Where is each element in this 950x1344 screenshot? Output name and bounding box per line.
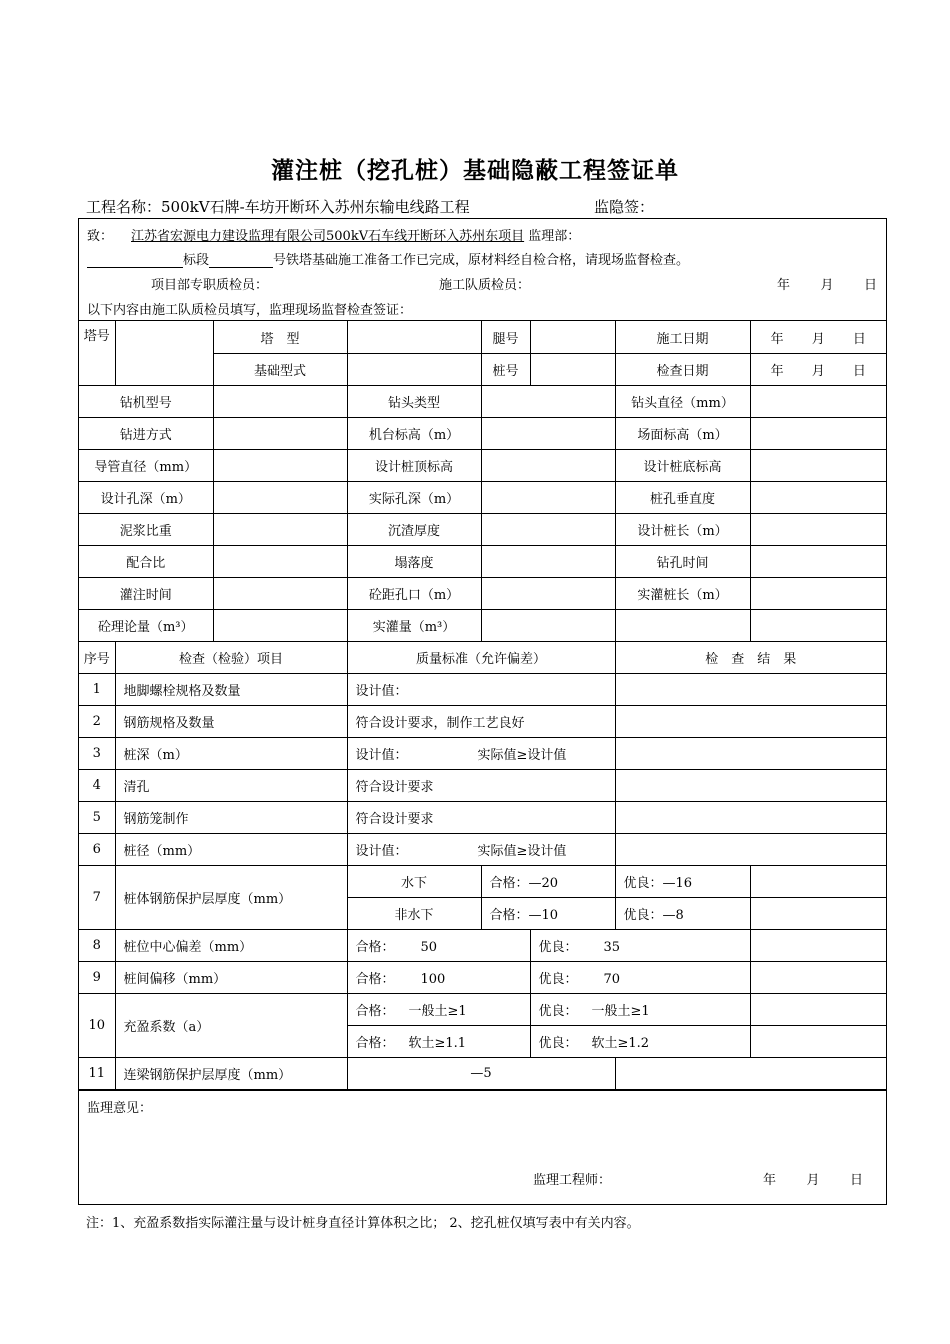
- param-label: 实灌量（m³）: [347, 610, 481, 642]
- check-no: 9: [79, 962, 115, 994]
- tower-row-1: [79, 321, 886, 354]
- check-item: 充盈系数（a）: [115, 994, 347, 1058]
- param-label: 灌注时间: [79, 578, 213, 610]
- check-result[interactable]: [750, 930, 886, 962]
- offset-pass: 合格： 50: [347, 930, 530, 962]
- check-result[interactable]: [615, 738, 886, 770]
- shift-good: 优良： 70: [530, 962, 750, 994]
- param-value[interactable]: [481, 578, 615, 610]
- check-standard: —5: [347, 1058, 615, 1090]
- check-row: [79, 994, 886, 1026]
- inspection-table: [79, 321, 886, 1090]
- param-row: [79, 610, 886, 642]
- check-item: 桩深（m）: [115, 738, 347, 770]
- check-standard: 设计值：: [347, 674, 615, 706]
- param-label: 配合比: [79, 546, 213, 578]
- param-label: 设计桩顶标高: [347, 450, 481, 482]
- param-label: 实灌桩长（m）: [615, 578, 750, 610]
- seq-header: 序号: [79, 642, 115, 674]
- param-value[interactable]: [481, 514, 615, 546]
- check-no: 2: [79, 706, 115, 738]
- header-block: [79, 219, 886, 321]
- param-label: 导管直径（mm）: [79, 450, 213, 482]
- param-row: [79, 482, 886, 514]
- param-value[interactable]: [750, 450, 886, 482]
- notice-line: [87, 249, 689, 268]
- to-label: 致：: [87, 229, 114, 244]
- fill-coef-good-a: 优良： 一般土≥1: [530, 994, 750, 1026]
- param-value[interactable]: [481, 546, 615, 578]
- check-row: [79, 962, 886, 994]
- param-value[interactable]: [481, 610, 615, 642]
- page-title: 灌注桩（挖孔桩）基础隐蔽工程签证单: [271, 158, 679, 184]
- param-value[interactable]: [481, 418, 615, 450]
- check-row: [79, 706, 886, 738]
- pm-inspector-label: 项目部专职质检员：: [151, 278, 269, 293]
- to-suffix: 监理部：: [528, 229, 581, 244]
- check-item: 桩间偏移（mm）: [115, 962, 347, 994]
- pile-no-label: 桩号: [481, 354, 530, 386]
- check-item: 连梁钢筋保护层厚度（mm）: [115, 1058, 347, 1090]
- check-item: 钢筋笼制作: [115, 802, 347, 834]
- offset-good: 优良： 35: [530, 930, 750, 962]
- check-item: 清孔: [115, 770, 347, 802]
- inspection-date: [777, 274, 877, 293]
- supervision-sign-label: 监隐签：: [594, 198, 655, 216]
- leg-no-value[interactable]: [530, 321, 615, 354]
- param-label: 机台标高（m）: [347, 418, 481, 450]
- param-label: 砼距孔口（m）: [347, 578, 481, 610]
- param-row: [79, 418, 886, 450]
- check-standard: 设计值： 实际值≥设计值: [347, 738, 615, 770]
- check-result[interactable]: [750, 962, 886, 994]
- month-label: 月: [806, 1173, 820, 1188]
- check-standard: 设计值： 实际值≥设计值: [347, 834, 615, 866]
- check-item: 桩体钢筋保护层厚度（mm）: [115, 866, 347, 930]
- construction-date-label: 施工日期: [615, 321, 750, 354]
- param-value[interactable]: [481, 450, 615, 482]
- check-item: 钢筋规格及数量: [115, 706, 347, 738]
- fill-coef-pass-a: 合格： 一般土≥1: [347, 994, 530, 1026]
- check-result[interactable]: [750, 994, 886, 1026]
- shift-pass: 合格： 100: [347, 962, 530, 994]
- standard-header: 质量标准（允许偏差）: [347, 642, 615, 674]
- addressee-line: [87, 225, 580, 244]
- check-result[interactable]: [615, 770, 886, 802]
- result-header: 检 查 结 果: [615, 642, 886, 674]
- param-label: 钻孔时间: [615, 546, 750, 578]
- param-value[interactable]: [750, 610, 886, 642]
- cover-dry-pass: 合格：—10: [481, 898, 615, 930]
- param-label: 泥浆比重: [79, 514, 213, 546]
- param-value[interactable]: [213, 418, 347, 450]
- check-no: 5: [79, 802, 115, 834]
- param-row: [79, 578, 886, 610]
- supervision-opinion[interactable]: [79, 1090, 886, 1199]
- cover-dry-good: 优良：—8: [615, 898, 750, 930]
- check-row: [79, 1058, 886, 1090]
- engineer-label: 监理工程师：: [533, 1173, 612, 1188]
- section-blank[interactable]: [87, 253, 183, 268]
- check-no: 8: [79, 930, 115, 962]
- check-row: [79, 930, 886, 962]
- tower-type-label: 塔 型: [213, 321, 347, 354]
- param-value[interactable]: [750, 578, 886, 610]
- check-result[interactable]: [750, 898, 886, 930]
- construction-date-value[interactable]: 年 月 日: [750, 321, 886, 354]
- param-value[interactable]: [213, 386, 347, 418]
- check-row: [79, 866, 886, 898]
- check-no: 3: [79, 738, 115, 770]
- param-label: 设计桩长（m）: [615, 514, 750, 546]
- cover-underwater-pass: 合格：—20: [481, 866, 615, 898]
- project-name-label: 工程名称：: [86, 198, 162, 216]
- cover-underwater-good: 优良：—16: [615, 866, 750, 898]
- check-result[interactable]: [750, 866, 886, 898]
- supervisor-company[interactable]: 江苏省宏源电力建设监理有限公司500kV石车线开断环入苏州东项目: [131, 229, 525, 244]
- param-label: 设计桩底标高: [615, 450, 750, 482]
- param-value[interactable]: [481, 482, 615, 514]
- param-label: 钻头类型: [347, 386, 481, 418]
- check-date-value[interactable]: 年 月 日: [750, 354, 886, 386]
- param-value[interactable]: [213, 514, 347, 546]
- check-date-label: 检查日期: [615, 354, 750, 386]
- param-label: 钻机型号: [79, 386, 213, 418]
- check-no: 10: [79, 994, 115, 1058]
- check-standard: 符合设计要求: [347, 802, 615, 834]
- param-value[interactable]: [750, 482, 886, 514]
- year-label: 年: [763, 1173, 777, 1188]
- param-label: 塌落度: [347, 546, 481, 578]
- check-result[interactable]: [615, 802, 886, 834]
- tower-no-value[interactable]: [115, 321, 213, 386]
- check-no: 6: [79, 834, 115, 866]
- check-row: [79, 738, 886, 770]
- param-label: [615, 610, 750, 642]
- check-result[interactable]: [615, 1058, 886, 1090]
- tower-type-value[interactable]: [347, 321, 481, 354]
- check-row: [79, 674, 886, 706]
- param-label: 实际孔深（m）: [347, 482, 481, 514]
- param-row: [79, 386, 886, 418]
- month-label: 月: [820, 278, 834, 293]
- param-label: 钻头直径（mm）: [615, 386, 750, 418]
- check-row: [79, 802, 886, 834]
- check-standard: 符合设计要求: [347, 770, 615, 802]
- check-result[interactable]: [615, 674, 886, 706]
- item-header: 检查（检验）项目: [115, 642, 347, 674]
- param-value[interactable]: [750, 386, 886, 418]
- check-row: [79, 834, 886, 866]
- certificate-form: [78, 218, 887, 1205]
- check-item: 桩径（mm）: [115, 834, 347, 866]
- check-standard: 符合设计要求，制作工艺良好: [347, 706, 615, 738]
- param-value[interactable]: [750, 546, 886, 578]
- check-no: 11: [79, 1058, 115, 1090]
- check-row: [79, 770, 886, 802]
- param-label: 钻进方式: [79, 418, 213, 450]
- check-no: 1: [79, 674, 115, 706]
- param-value[interactable]: [750, 514, 886, 546]
- foundation-type-label: 基础型式: [213, 354, 347, 386]
- opinion-label: 监理意见：: [87, 1101, 153, 1116]
- project-name-value: 500kV石牌-车坊开断环入苏州东输电线路工程: [161, 198, 470, 216]
- check-item: 地脚螺栓规格及数量: [115, 674, 347, 706]
- param-row: [79, 450, 886, 482]
- param-row: [79, 514, 886, 546]
- param-value[interactable]: [750, 418, 886, 450]
- param-label: 场面标高（m）: [615, 418, 750, 450]
- leg-no-label: 腿号: [481, 321, 530, 354]
- param-row: [79, 546, 886, 578]
- tower-no-label: 塔号: [79, 321, 115, 386]
- year-label: 年: [777, 278, 791, 293]
- param-label: 桩孔垂直度: [615, 482, 750, 514]
- cover-underwater-label: 水下: [347, 866, 481, 898]
- param-value[interactable]: [213, 578, 347, 610]
- check-no: 7: [79, 866, 115, 930]
- fill-instruction: 以下内容由施工队质检员填写，监理现场监督检查签证：: [87, 303, 413, 318]
- cover-dry-label: 非水下: [347, 898, 481, 930]
- param-value[interactable]: [213, 610, 347, 642]
- param-value[interactable]: [481, 386, 615, 418]
- param-label: 沉渣厚度: [347, 514, 481, 546]
- opinion-date: [763, 1169, 863, 1188]
- param-label: 设计孔深（m）: [79, 482, 213, 514]
- foundation-type-value[interactable]: [347, 354, 481, 386]
- tower-number-blank[interactable]: [209, 253, 273, 268]
- day-label: 日: [849, 1173, 863, 1188]
- project-line: [86, 196, 655, 217]
- day-label: 日: [863, 278, 877, 293]
- team-inspector-label: 施工队质检员：: [439, 278, 531, 293]
- check-no: 4: [79, 770, 115, 802]
- footnote: 注：1、充盈系数指实际灌注量与设计桩身直径计算体积之比； 2、挖孔桩仅填写表中有关内容。: [86, 1216, 640, 1231]
- check-result[interactable]: [750, 1026, 886, 1058]
- check-header-row: [79, 642, 886, 674]
- fill-coef-good-b: 优良： 软土≥1.2: [530, 1026, 750, 1058]
- pile-no-value[interactable]: [530, 354, 615, 386]
- check-result[interactable]: [615, 834, 886, 866]
- section-label: 标段: [183, 253, 210, 268]
- check-item: 桩位中心偏差（mm）: [115, 930, 347, 962]
- notice-text: 号铁塔基础施工准备工作已完成，原材料经自检合格，请现场监督检查。: [273, 253, 690, 268]
- param-label: 砼理论量（m³）: [79, 610, 213, 642]
- param-value[interactable]: [213, 450, 347, 482]
- check-result[interactable]: [615, 706, 886, 738]
- param-value[interactable]: [213, 482, 347, 514]
- fill-coef-pass-b: 合格： 软土≥1.1: [347, 1026, 530, 1058]
- param-value[interactable]: [213, 546, 347, 578]
